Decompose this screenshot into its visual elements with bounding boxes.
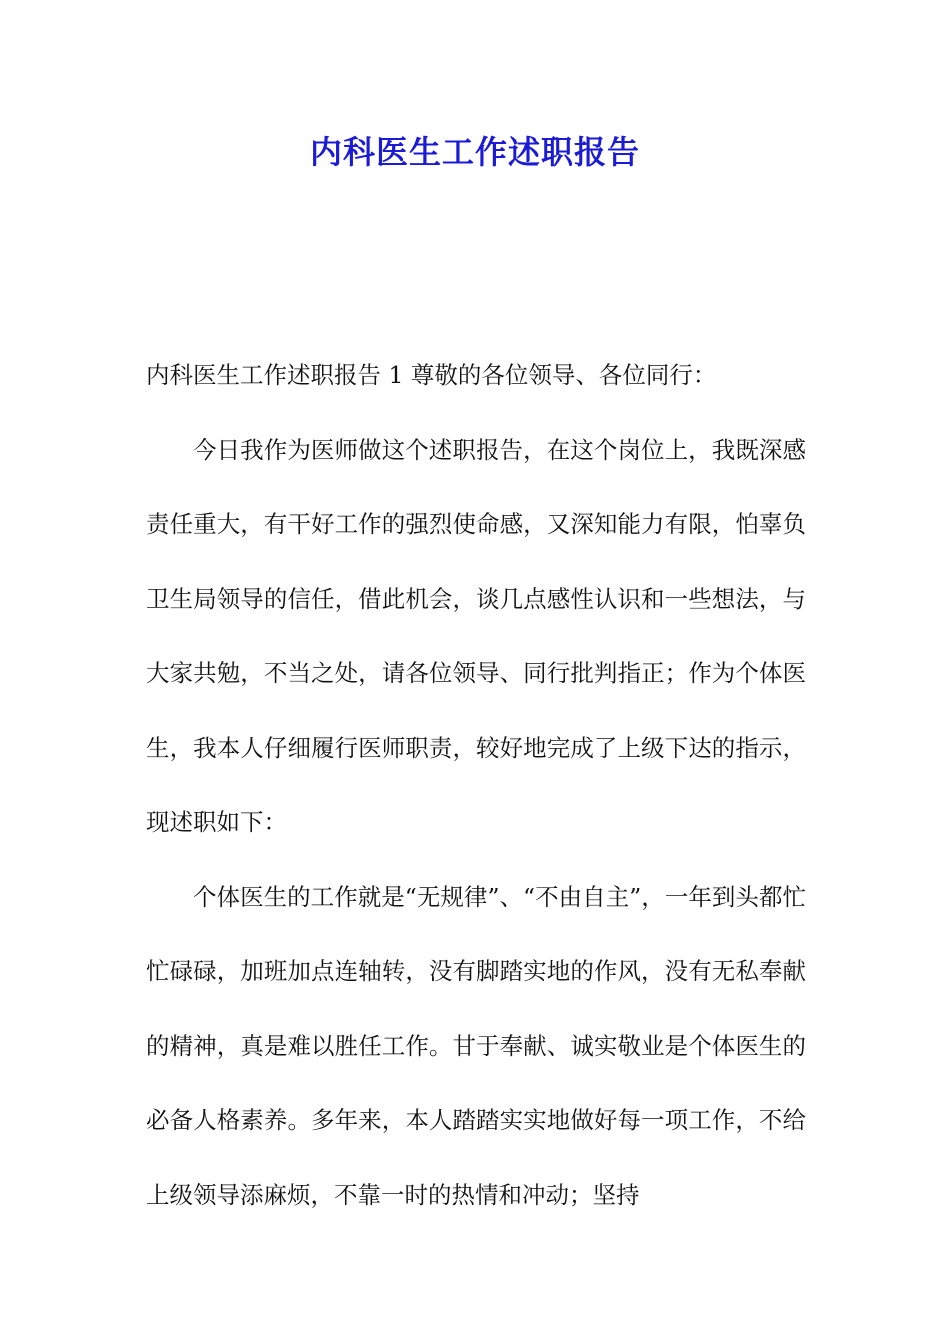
body-paragraph: 个体医生的工作就是“无规律”、“不由自主”，一年到头都忙忙碌碌，加班加点连轴转，没有脚踏实地的作风，没有无私奉献的精神，真是难以胜任工作。甘于奉献、诚实敬业是个体医生的必备人格素养。多年来，本人踏踏实实地做好每一项工作，不给上级领导添麻烦，不靠一时的热情和冲动；坚持: [146, 882, 806, 1209]
document-body: [146, 338, 806, 1232]
opening-paragraph: 内科医生工作述职报告 1 尊敬的各位领导、各位同行：: [146, 361, 717, 389]
body-paragraph: 今日我作为医师做这个述职报告，在这个岗位上，我既深感责任重大，有干好工作的强烈使命感，又深知能力有限，怕辜负卫生局领导的信任，借此机会，谈几点感性认识和一些想法，与大家共勉，不当之处，请各位领导、同行批判指正；作为个体医生，我本人仔细履行医师职责，较好地完成了上级下达的指示，现述职如下：: [146, 435, 806, 836]
document-title: 内科医生工作述职报告: [309, 133, 640, 171]
